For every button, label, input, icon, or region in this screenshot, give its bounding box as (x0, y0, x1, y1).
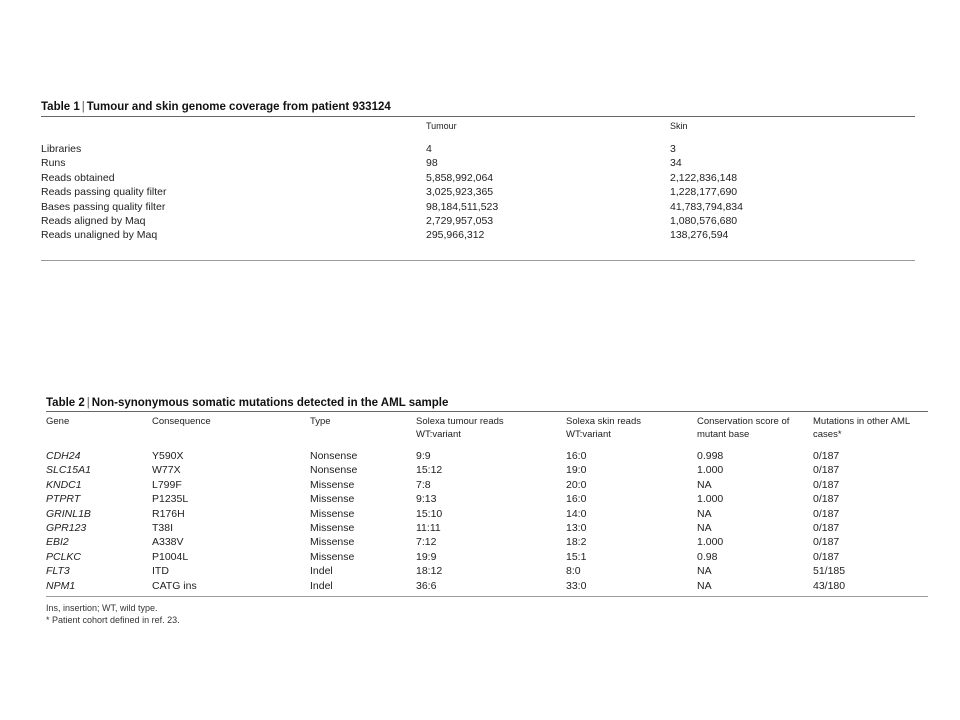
table-cell: 5,858,992,064 (426, 171, 494, 184)
table-cell: 0/187 (813, 450, 840, 462)
table-2-footnotes (46, 602, 928, 626)
table-cell: 0/187 (813, 464, 840, 477)
table-2-bottom-rule (46, 596, 928, 597)
table-cell: 0/187 (813, 493, 840, 506)
table-cell: P1004L (152, 550, 189, 563)
table-row (46, 550, 928, 564)
column-header (41, 117, 426, 136)
table-row (41, 171, 915, 185)
table-cell: Nonsense (310, 450, 358, 462)
column-header: Skin (670, 121, 688, 131)
column-header (310, 412, 416, 445)
table-2-label: Table 2 (46, 397, 85, 409)
table-row (46, 521, 928, 535)
table-cell: 0/187 (813, 478, 840, 491)
table-cell: 0/187 (813, 507, 840, 520)
table-cell: 15:1 (566, 550, 587, 563)
table-cell: Indel (310, 565, 333, 578)
table-2-header (46, 412, 928, 445)
table-2-header-row (46, 412, 928, 445)
table-cell: 20:0 (566, 478, 587, 491)
column-header-line: Solexa tumour reads (416, 416, 504, 427)
table-cell: 2,729,957,053 (426, 215, 494, 228)
table-cell: 1.000 (697, 536, 724, 549)
footnote: * Patient cohort defined in ref. 23. (46, 615, 180, 626)
table-cell: Missense (310, 550, 355, 563)
table-cell: 18:12 (416, 565, 443, 578)
table-2 (46, 412, 928, 593)
column-header-line: Solexa skin reads (566, 416, 641, 427)
column-header-line: Gene (46, 416, 70, 427)
table-1-title: Tumour and skin genome coverage from patient 933124 (86, 101, 391, 113)
gene-cell: PTPRT (46, 493, 81, 506)
table-cell: 1,228,177,690 (670, 186, 738, 199)
table-cell: NA (697, 579, 712, 592)
table-cell: Nonsense (310, 464, 358, 477)
table-cell: A338V (152, 536, 184, 549)
table-cell: 295,966,312 (426, 229, 485, 242)
table-cell: 8:0 (566, 565, 581, 578)
table-cell: Indel (310, 579, 333, 592)
column-header: Tumour (426, 121, 457, 131)
gene-cell: GRINL1B (46, 507, 91, 520)
table-cell: 3 (670, 143, 676, 155)
table-cell: NA (697, 565, 712, 578)
table-cell: 3,025,923,365 (426, 186, 494, 199)
table-cell: 0.998 (697, 450, 724, 462)
column-header-line: Mutations in other AML (813, 416, 911, 427)
table-1-label: Table 1 (41, 101, 80, 113)
table-cell: 43/180 (813, 579, 846, 592)
table-2-caption (46, 396, 928, 410)
table-row (46, 445, 928, 463)
table-2-title: Non-synonymous somatic mutations detected in the AML sample (91, 397, 449, 409)
table-cell: Libraries (41, 143, 82, 155)
table-cell: 4 (426, 143, 432, 155)
gene-cell: SLC15A1 (46, 464, 91, 477)
column-header (813, 412, 928, 445)
table-1-bottom-rule (41, 260, 915, 261)
table-cell: Reads obtained (41, 171, 115, 184)
table-cell: 0.98 (697, 550, 718, 563)
table-1-body (41, 136, 915, 243)
column-header-line: mutant base (697, 429, 750, 440)
table-row (46, 564, 928, 578)
table-row (46, 535, 928, 549)
column-header (697, 412, 813, 445)
table-cell: Reads aligned by Maq (41, 215, 146, 228)
table-cell: 0/187 (813, 536, 840, 549)
table-row (41, 200, 915, 214)
table-cell: W77X (152, 464, 181, 477)
table-row (46, 478, 928, 492)
table-cell: 11:11 (416, 522, 441, 535)
table-cell: Reads passing quality filter (41, 186, 167, 199)
table-cell: 34 (670, 157, 682, 170)
gene-cell: FLT3 (46, 565, 70, 578)
table-cell: Bases passing quality filter (41, 200, 166, 213)
table-cell: Missense (310, 493, 355, 506)
table-cell: 14:0 (566, 507, 587, 520)
table-cell: 19:0 (566, 464, 587, 477)
table-cell: 0/187 (813, 522, 840, 535)
column-header-line: Type (310, 416, 331, 427)
table-cell: Missense (310, 536, 355, 549)
column-header (566, 412, 697, 445)
table-cell: 98,184,511,523 (426, 200, 499, 213)
gene-cell: PCLKC (46, 550, 82, 563)
table-row (41, 228, 915, 242)
table-cell: L799F (152, 478, 182, 491)
table-1-header (41, 117, 915, 136)
table-cell: 19:9 (416, 550, 437, 563)
table-cell: T38I (152, 522, 174, 535)
table-cell: 15:12 (416, 464, 443, 477)
table-cell: P1235L (152, 493, 189, 506)
table-row (46, 507, 928, 521)
column-header-line: WT:variant (416, 429, 461, 440)
caption-separator: | (86, 397, 90, 409)
table-cell: 2,122,836,148 (670, 171, 738, 184)
table-cell: 36:6 (416, 579, 437, 592)
table-2-block (46, 396, 928, 626)
table-cell: CATG ins (152, 579, 197, 592)
gene-cell: GPR123 (46, 522, 87, 535)
table-cell: 9:9 (416, 450, 431, 462)
column-header (416, 412, 566, 445)
table-cell: 1,080,576,680 (670, 215, 738, 228)
table-cell: 7:8 (416, 478, 431, 491)
table-cell: Missense (310, 522, 355, 535)
table-row (41, 136, 915, 156)
gene-cell: CDH24 (46, 450, 81, 462)
table-cell: 98 (426, 157, 438, 170)
table-cell: 15:10 (416, 507, 443, 520)
column-header-line: WT:variant (566, 429, 611, 440)
table-cell: 1.000 (697, 493, 724, 506)
table-row (41, 214, 915, 228)
column-header-line: Conservation score of (697, 416, 790, 427)
table-cell: NA (697, 522, 712, 535)
table-cell: R176H (152, 507, 185, 520)
caption-separator: | (81, 101, 85, 113)
table-row (46, 463, 928, 477)
footnote: Ins, insertion; WT, wild type. (46, 603, 158, 614)
table-cell: 138,276,594 (670, 229, 729, 242)
table-cell: 16:0 (566, 493, 587, 506)
table-2-body (46, 445, 928, 593)
table-row (46, 579, 928, 593)
table-cell: Reads unaligned by Maq (41, 229, 158, 242)
table-cell: NA (697, 507, 712, 520)
table-row (41, 156, 915, 170)
table-cell: 13:0 (566, 522, 587, 535)
table-cell: 41,783,794,834 (670, 200, 743, 213)
table-cell: 0/187 (813, 550, 840, 563)
table-1 (41, 117, 915, 243)
column-header-line: Consequence (152, 416, 211, 427)
column-header-line: cases* (813, 429, 842, 440)
table-1-block (41, 100, 915, 261)
table-cell: 18:2 (566, 536, 587, 549)
gene-cell: EBI2 (46, 536, 69, 549)
table-cell: 16:0 (566, 450, 587, 462)
table-cell: ITD (152, 565, 169, 578)
table-cell: Missense (310, 478, 355, 491)
table-cell: Missense (310, 507, 355, 520)
table-cell: 7:12 (416, 536, 437, 549)
table-1-caption (41, 100, 915, 114)
table-cell: NA (697, 478, 712, 491)
table-cell: 9:13 (416, 493, 437, 506)
table-cell: Runs (41, 157, 66, 170)
table-row (46, 492, 928, 506)
table-cell: 1.000 (697, 464, 724, 477)
table-row (41, 185, 915, 199)
gene-cell: NPM1 (46, 579, 76, 592)
gene-cell: KNDC1 (46, 478, 82, 491)
column-header (46, 412, 152, 445)
table-cell: 51/185 (813, 565, 846, 578)
column-header (152, 412, 310, 445)
table-1-header-row (41, 117, 915, 136)
table-cell: 33:0 (566, 579, 587, 592)
table-cell: Y590X (152, 450, 184, 462)
